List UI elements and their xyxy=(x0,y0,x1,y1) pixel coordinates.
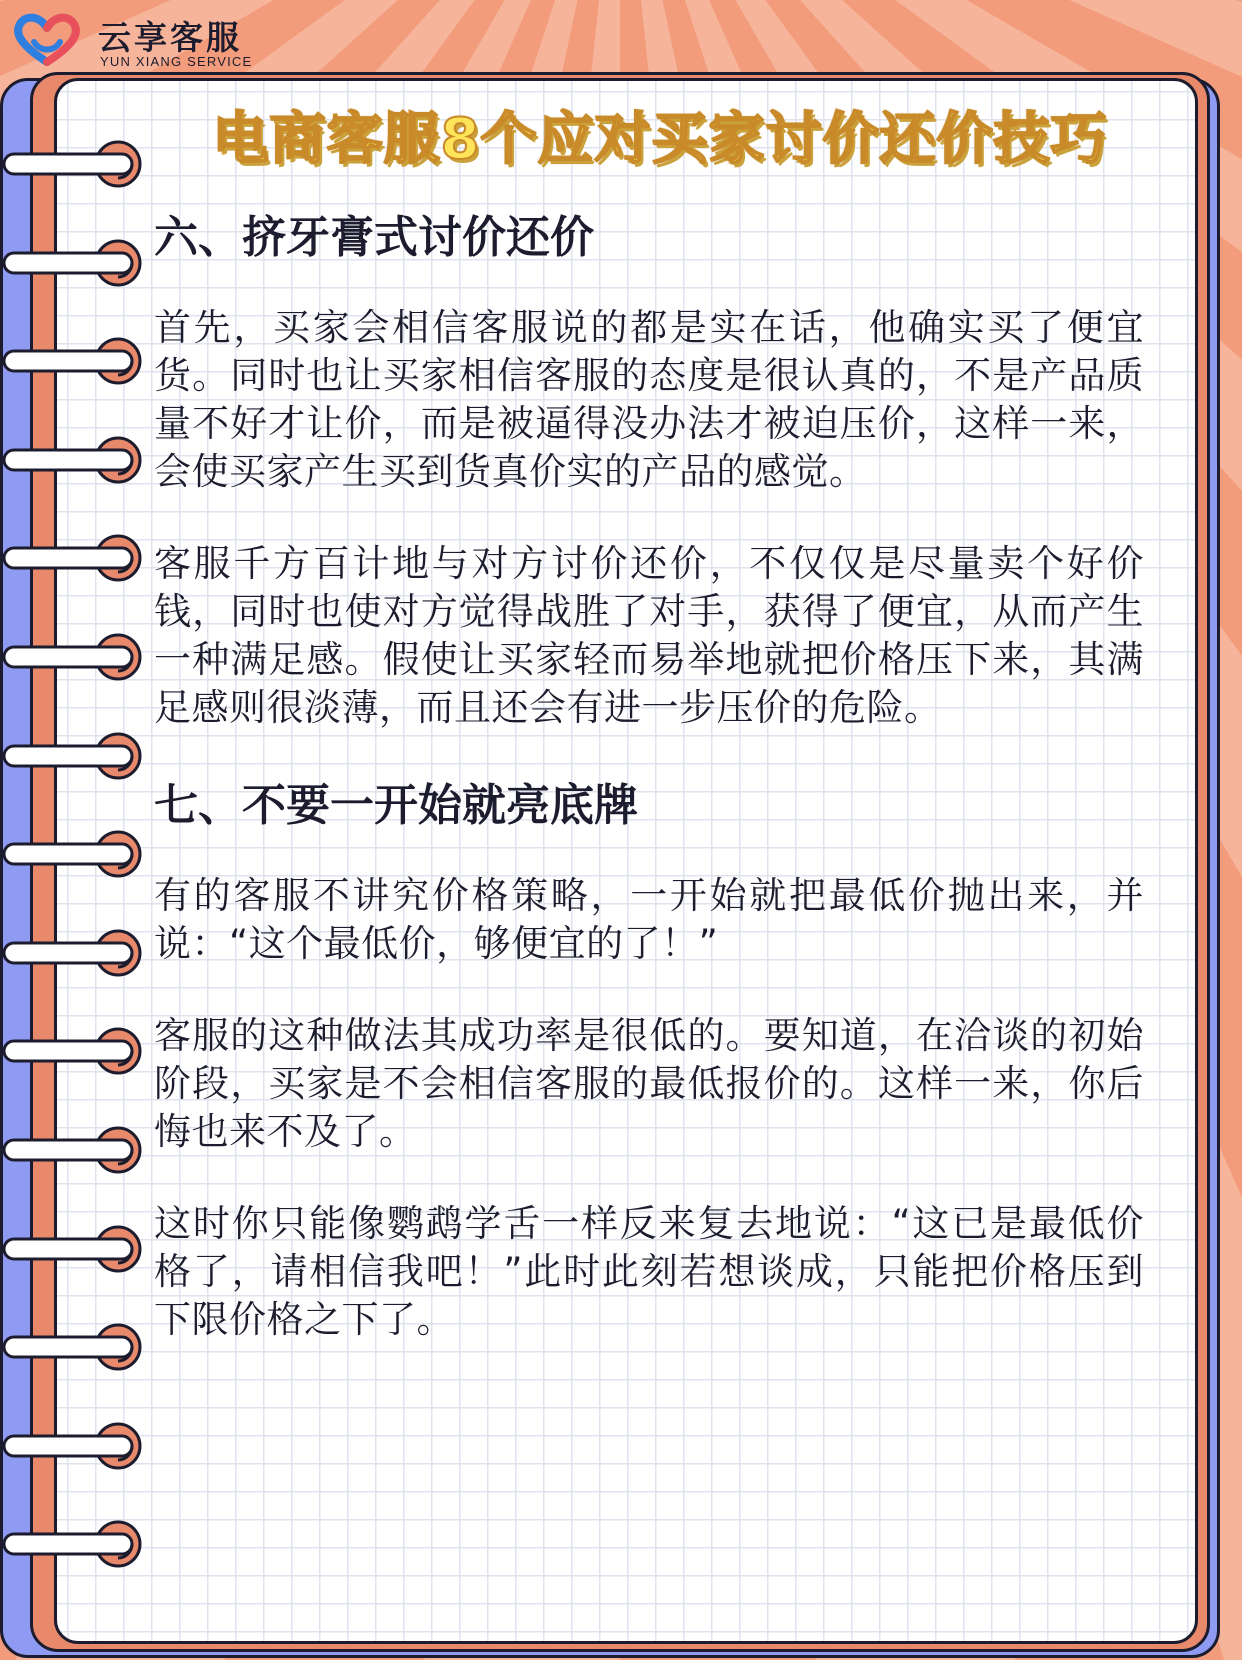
binder-ring xyxy=(0,138,148,190)
binder-ring xyxy=(0,434,148,486)
binder-ring xyxy=(0,1223,148,1275)
binder-ring xyxy=(0,828,148,880)
binder-ring xyxy=(0,532,148,584)
article-content xyxy=(154,208,1144,1344)
paragraph: 这时你只能像鹦鹉学舌一样反来复去地说：“这已是最低价格了，请相信我吧！”此时此刻若想谈成，只能把价格压到下限价格之下了。 xyxy=(154,1202,1144,1341)
section-heading: 六、挤牙膏式讨价还价 xyxy=(154,212,594,263)
heart-logo-icon xyxy=(12,12,82,68)
brand-logo xyxy=(12,8,252,70)
paragraph: 客服千方百计地与对方讨价还价，不仅仅是尽量卖个好价钱，同时也使对方觉得战胜了对手，获得了便宜，从而产生一种满足感。假使让买家轻而易举地就把价格压下来，其满足感则很淡薄，而且还会有进一步压价的危险。 xyxy=(154,542,1144,729)
binder-ring xyxy=(0,1420,148,1472)
brand-subtitle: YUN XIANG SERVICE xyxy=(100,54,253,69)
binder-ring xyxy=(0,1025,148,1077)
binder-ring xyxy=(0,237,148,289)
paragraph: 客服的这种做法其成功率是很低的。要知道，在洽谈的初始阶段，买家是不会相信客服的最低报价的。这样一来，你后悔也来不及了。 xyxy=(154,1014,1144,1153)
section-7 xyxy=(154,776,1144,1344)
binder-ring xyxy=(0,730,148,782)
binder-ring xyxy=(0,1518,148,1570)
section-6 xyxy=(154,208,1144,732)
paragraph: 有的客服不讲究价格策略，一开始就把最低价抛出来，并说：“这个最低价，够便宜的了！” xyxy=(154,874,1144,965)
binder-ring xyxy=(0,1124,148,1176)
binder-ring xyxy=(0,335,148,387)
page-title: 电商客服8个应对买家讨价还价技巧 xyxy=(212,107,1108,172)
section-heading: 七、不要一开始就亮底牌 xyxy=(154,780,638,831)
title-banner xyxy=(160,100,1160,180)
binder-ring xyxy=(0,631,148,683)
binder-ring xyxy=(0,927,148,979)
paragraph: 首先，买家会相信客服说的都是实在话，他确实买了便宜货。同时也让买家相信客服的态度是很认真的，不是产品质量不好才让价，而是被逼得没办法才被迫压价，这样一来，会使买家产生买到货真价实的产品的感觉。 xyxy=(154,306,1144,493)
binder-ring xyxy=(0,1321,148,1373)
brand-name: 云享客服 xyxy=(98,18,242,57)
